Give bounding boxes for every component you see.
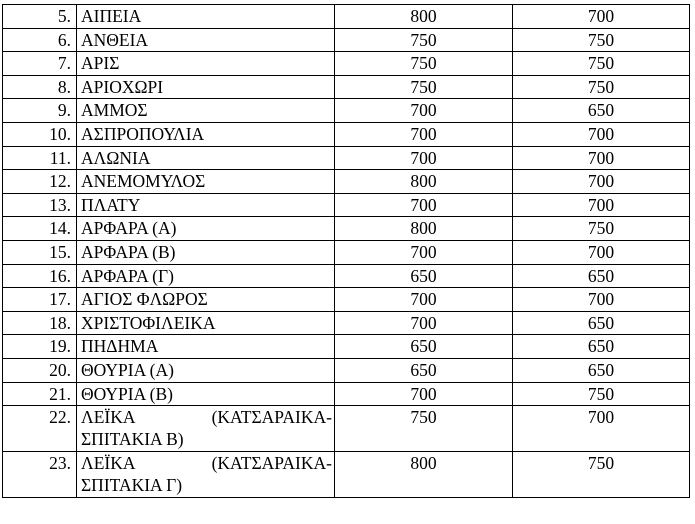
- value-column-1: 800: [335, 217, 513, 241]
- table-row: [3, 288, 690, 312]
- table-row: [3, 5, 690, 29]
- table-row: [3, 358, 690, 382]
- row-number: 5.: [3, 5, 77, 29]
- location-name: ΑΙΠΕΙΑ: [77, 5, 335, 29]
- value-column-2: 750: [513, 75, 690, 99]
- location-name: ΑΡΙΟΧΩΡΙ: [77, 75, 335, 99]
- location-name: ΑΜΜΟΣ: [77, 99, 335, 123]
- table-row: [3, 382, 690, 406]
- location-name: ΑΡΦΑΡΑ (Β): [77, 240, 335, 264]
- value-column-1: 650: [335, 358, 513, 382]
- table-row: [3, 146, 690, 170]
- value-column-2: 650: [513, 311, 690, 335]
- location-name: ΛΕΪΚΑ (ΚΑΤΣΑΡΑΙΚΑ-ΣΠΙΤΑΚΙΑ Β): [77, 406, 335, 452]
- value-column-1: 650: [335, 264, 513, 288]
- value-column-1: 750: [335, 75, 513, 99]
- location-name: ΠΗΔΗΜΑ: [77, 335, 335, 359]
- location-name: ΑΝΕΜΟΜΥΛΟΣ: [77, 170, 335, 194]
- value-column-2: 750: [513, 382, 690, 406]
- row-number: 22.: [3, 406, 77, 452]
- value-column-1: 800: [335, 452, 513, 498]
- row-number: 20.: [3, 358, 77, 382]
- table-row: [3, 28, 690, 52]
- location-name: ΑΡΙΣ: [77, 52, 335, 76]
- table-row: [3, 452, 690, 498]
- table-row: [3, 311, 690, 335]
- value-column-1: 700: [335, 240, 513, 264]
- location-name: ΠΛΑΤΥ: [77, 193, 335, 217]
- row-number: 23.: [3, 452, 77, 498]
- value-column-2: 750: [513, 217, 690, 241]
- location-name: ΧΡΙΣΤΟΦΙΛΕΙΚΑ: [77, 311, 335, 335]
- row-number: 13.: [3, 193, 77, 217]
- location-name: ΑΡΦΑΡΑ (Γ): [77, 264, 335, 288]
- value-column-2: 650: [513, 264, 690, 288]
- value-column-2: 700: [513, 406, 690, 452]
- table-row: [3, 264, 690, 288]
- value-column-2: 700: [513, 170, 690, 194]
- row-number: 17.: [3, 288, 77, 312]
- table-row: [3, 217, 690, 241]
- value-column-1: 800: [335, 5, 513, 29]
- table-row: [3, 99, 690, 123]
- table-row: [3, 52, 690, 76]
- value-column-2: 750: [513, 28, 690, 52]
- table-row: [3, 122, 690, 146]
- value-column-2: 650: [513, 99, 690, 123]
- value-column-2: 700: [513, 288, 690, 312]
- table-row: [3, 75, 690, 99]
- location-name: ΑΓΙΟΣ ΦΛΩΡΟΣ: [77, 288, 335, 312]
- row-number: 16.: [3, 264, 77, 288]
- value-column-1: 800: [335, 170, 513, 194]
- value-column-1: 750: [335, 406, 513, 452]
- value-column-1: 700: [335, 311, 513, 335]
- row-number: 7.: [3, 52, 77, 76]
- value-column-1: 750: [335, 52, 513, 76]
- row-number: 9.: [3, 99, 77, 123]
- table-row: [3, 406, 690, 452]
- row-number: 19.: [3, 335, 77, 359]
- value-column-2: 700: [513, 5, 690, 29]
- value-column-1: 650: [335, 335, 513, 359]
- row-number: 12.: [3, 170, 77, 194]
- table-row: [3, 240, 690, 264]
- value-column-2: 750: [513, 452, 690, 498]
- table-row: [3, 170, 690, 194]
- row-number: 10.: [3, 122, 77, 146]
- location-name: ΑΝΘΕΙΑ: [77, 28, 335, 52]
- value-column-2: 650: [513, 358, 690, 382]
- location-name: ΘΟΥΡΙΑ (Α): [77, 358, 335, 382]
- value-column-2: 700: [513, 146, 690, 170]
- value-column-2: 700: [513, 240, 690, 264]
- value-column-2: 650: [513, 335, 690, 359]
- location-name: ΘΟΥΡΙΑ (Β): [77, 382, 335, 406]
- value-column-2: 750: [513, 52, 690, 76]
- value-column-1: 700: [335, 193, 513, 217]
- row-number: 14.: [3, 217, 77, 241]
- table-row: [3, 335, 690, 359]
- location-name: ΑΡΦΑΡΑ (Α): [77, 217, 335, 241]
- row-number: 8.: [3, 75, 77, 99]
- value-column-1: 700: [335, 122, 513, 146]
- value-column-1: 700: [335, 146, 513, 170]
- value-column-1: 700: [335, 382, 513, 406]
- row-number: 18.: [3, 311, 77, 335]
- value-column-2: 700: [513, 193, 690, 217]
- row-number: 21.: [3, 382, 77, 406]
- location-name: ΑΣΠΡΟΠΟΥΛΙΑ: [77, 122, 335, 146]
- row-number: 6.: [3, 28, 77, 52]
- price-table: [2, 4, 690, 498]
- value-column-1: 700: [335, 99, 513, 123]
- table-row: [3, 193, 690, 217]
- location-name: ΛΕΪΚΑ (ΚΑΤΣΑΡΑΙΚΑ-ΣΠΙΤΑΚΙΑ Γ): [77, 452, 335, 498]
- location-name: ΑΛΩΝΙΑ: [77, 146, 335, 170]
- value-column-1: 700: [335, 288, 513, 312]
- value-column-2: 700: [513, 122, 690, 146]
- row-number: 15.: [3, 240, 77, 264]
- row-number: 11.: [3, 146, 77, 170]
- value-column-1: 750: [335, 28, 513, 52]
